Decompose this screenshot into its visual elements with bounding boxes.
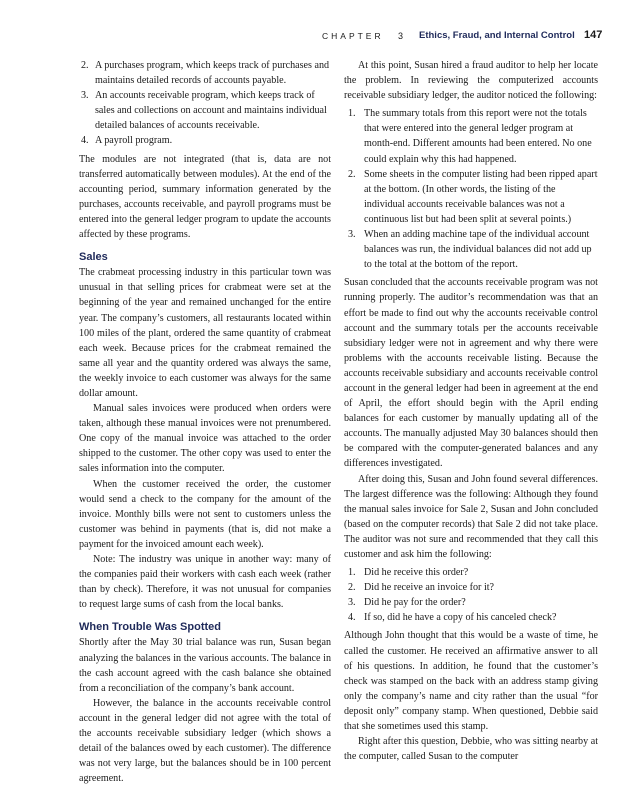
list-item: 4. If so, did he have a copy of his canceled check? — [348, 612, 557, 624]
chapter-number: 3 — [398, 31, 404, 41]
customer-questions-list — [344, 565, 598, 625]
chapter-title: Ethics, Fraud, and Internal Control — [419, 30, 575, 41]
paragraph-after: After doing this, Susan and John found several differences. The largest difference was the following: Although they found the manual sales invoice for Sale 2, Susan and John concluded (based on the computer records) that Sale 2 did not take place. The auditor was not sure and recommended that they call this customer and ask him the following: — [344, 473, 598, 560]
section-heading-sales: Sales — [79, 251, 108, 264]
paragraph-trouble-2: However, the balance in the accounts receivable control account in the general ledger did not agree with the total of the accounts receivable subsidiary ledger (which shows a detail of the balances owed by each customer). The difference was not very large, but the balances should be in 100 percent agreement. — [79, 697, 331, 785]
list-item: 3. An accounts receivable program, which keeps track of sales and collections on account and maintains individual detailed balances of accounts receivable. — [81, 90, 327, 132]
list-item: 3. Did he pay for the order? — [348, 597, 466, 609]
paragraph-trouble-1: Shortly after the May 30 trial balance was run, Susan began analyzing the balances in the various accounts. The balance in the cash account agreed with the cash balance she obtained from a reconciliation of the company’s bank account. — [79, 637, 331, 694]
list-item: 3. When an adding machine tape of the individual account balances was run, the individual balances did not add up to the total at the bottom of the report. — [348, 229, 592, 271]
program-list — [79, 58, 331, 149]
list-item: 1. Did he receive this order? — [348, 567, 469, 579]
auditor-findings-list — [344, 106, 598, 272]
list-item: 1. The summary totals from this report were not the totals that were entered into the general ledger program at month-end. Different amounts had been entered. No one could explain why this had happened. — [348, 108, 592, 165]
list-item: 4. A payroll program. — [81, 135, 173, 147]
section-heading-trouble: When Trouble Was Spotted — [79, 621, 221, 634]
paragraph-right-after: Right after this question, Debbie, who was sitting nearby at the computer, called Susan to the computer — [344, 736, 598, 763]
left-column — [79, 58, 331, 786]
page-number: 147 — [584, 29, 603, 41]
paragraph-sales-1: The crabmeat processing industry in this particular town was unusual in that selling prices for crabmeat were set at the beginning of the year and remained unchanged for the entire year. The company’s customers, all restaurants located within 100 miles of the plant, ordered the same quantity of crabmeat each week. Because prices for the crabmeat remained the same all year and the quantity ordered was always the same, the weekly invoice to each customer was always for the same dollar amount. — [79, 267, 331, 399]
paragraph-sales-2: Manual sales invoices were produced when orders were taken, although these manual invoices were not prenumbered. One copy of the manual invoice was attached to the order shipped to the customer. The other copy was used to enter the sales information into the computer. — [79, 403, 331, 475]
list-item: 2. Some sheets in the computer listing had been ripped apart at the bottom. (In other words, the listing of the individual accounts receivable balances was not a continuous list but had been split at several points.) — [348, 168, 598, 225]
paragraph-concluded: Susan concluded that the accounts receivable program was not running properly. The auditor’s recommendation was that an effort be made to find out why the accounts receivable control account and the summary totals per the accounts receivable subsidiary ledger were not in agreement and why there were problems with the accounts receivable listing. Because the accounts receivable subsidiary and accounts receivable control account in the general ledger had been in agreement at the end of April, the effort should begin with the April ending balances for each customer by manually updating all of the accounts. The manually adjusted May 30 balances should then be compared with the computer-generated balances and any differences investigated. — [344, 277, 598, 470]
right-column — [344, 58, 598, 764]
list-item: 2. Did he receive an invoice for it? — [348, 582, 495, 594]
paragraph-although: Although John thought that this would be a waste of time, he called the customer. He received an affirmative answer to all of his questions. In addition, he found that the customer’s check was stamped on the back with an address stamp giving only the company’s name and city rather than the usual “for deposit only” company stamp. When questioned, Debbie said that she sometimes used this stamp. — [344, 630, 598, 733]
chapter-label: CHAPTER — [322, 31, 384, 41]
paragraph-intro: At this point, Susan hired a fraud auditor to help her locate the problem. In reviewing the computerized accounts receivable subsidiary ledger, the auditor noticed the following: — [344, 60, 598, 102]
paragraph-sales-3: When the customer received the order, the customer would send a check to the company for the amount of the invoice. Monthly bills were not sent to customers unless the customer was behind in payments (that is, did not make a payment for the invoiced amount each week). — [79, 478, 331, 550]
running-header — [0, 30, 639, 46]
paragraph-modules: The modules are not integrated (that is, data are not transferred automatically between modules). At the end of the accounting period, summary information generated by the purchases, accounts receivable, and payroll programs must be entered into the general ledger program to update the accounts affected by these programs. — [79, 153, 331, 241]
paragraph-sales-4: Note: The industry was unique in another way: many of the companies paid their workers with cash each week (rather than by check). Therefore, it was not unusual for companies to request large sums of cash from the local banks. — [79, 554, 331, 611]
list-item: 2. A purchases program, which keeps track of purchases and maintains detailed records of accounts payable. — [81, 60, 330, 87]
